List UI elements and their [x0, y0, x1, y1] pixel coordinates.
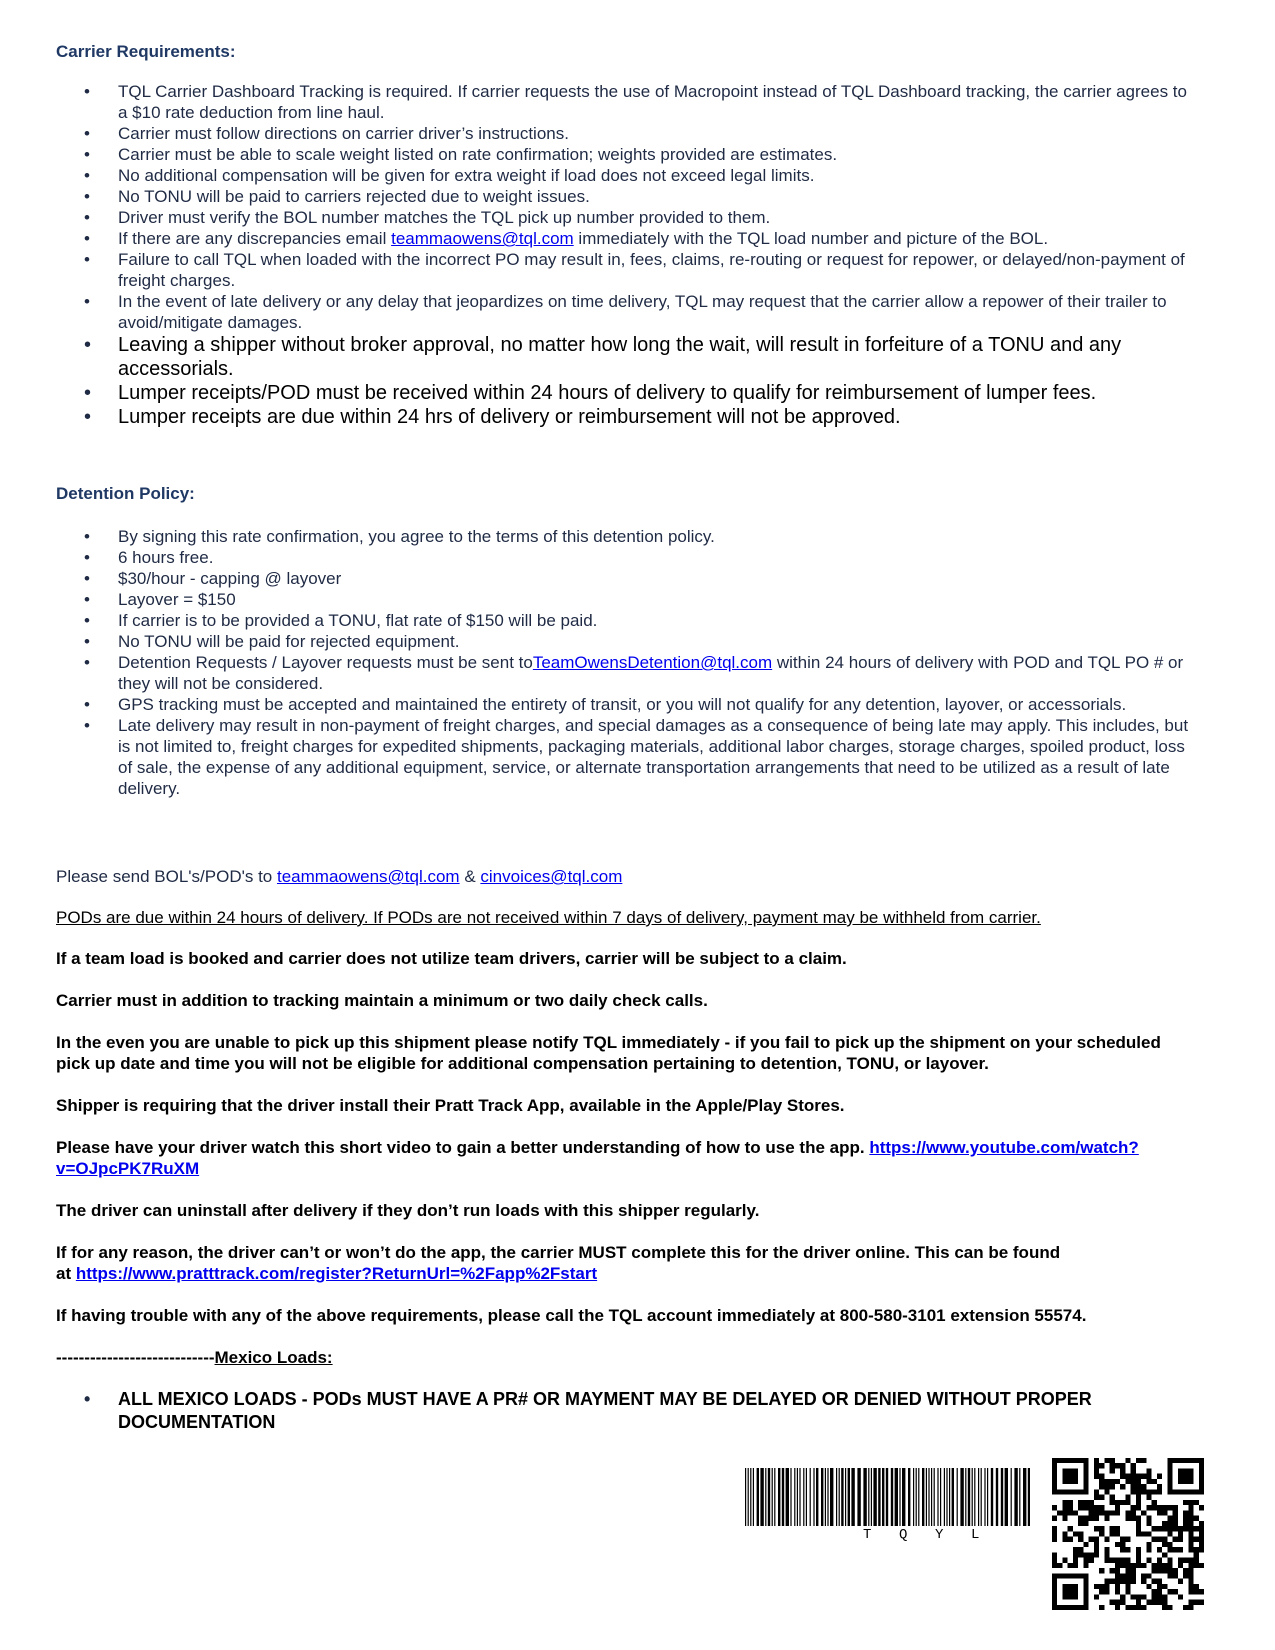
- detention-email-link[interactable]: TeamOwensDetention@tql.com: [532, 653, 773, 672]
- list-item: • Lumper receipts/POD must be received within 24 hours of delivery to qualify for reimbursement of lumper fees.: [56, 381, 1196, 405]
- list-item: • Late delivery may result in non-payment of freight charges, and special damages as a consequence of being late may apply. This includes, but is not limited to, freight charges for expedited shipments, packaging materials, additional labor charges, storage charges, spoiled product, loss of sale, the expense of any additional equipment, service, or alternate transportation arrangements that need to be utilized as a result of late delivery.: [56, 715, 1196, 799]
- list-item: • In the event of late delivery or any delay that jeopardizes on time delivery, TQL may request that the carrier allow a repower of their trailer to avoid/mitigate damages.: [56, 291, 1196, 333]
- list-item: • Carrier must follow directions on carrier driver’s instructions.: [56, 123, 1196, 144]
- unable-pickup-notice: In the even you are unable to pick up this shipment please notify TQL immediately - if you fail to pick up the shipment on your scheduled pick up date and time you will not be eligible for additional compensation pertaining to detention, TONU, or layover.: [56, 1033, 1161, 1073]
- list-item: • By signing this rate confirmation, you agree to the terms of this detention policy.: [56, 526, 1196, 547]
- video-link-part1: https://www.youtube.com/watch?: [869, 1138, 1139, 1157]
- video-notice: [56, 1137, 1196, 1179]
- barcode-letter: Y: [935, 1527, 944, 1543]
- barcode-letter: T: [863, 1527, 872, 1543]
- bol-email-link[interactable]: teammaowens@tql.com: [276, 867, 460, 886]
- online-text: If for any reason, the driver can’t or won’t do the app, the carrier MUST complete this for the driver online. This can be found: [56, 1243, 1061, 1262]
- qr-code-image: [1052, 1458, 1204, 1610]
- list-item: [56, 228, 1196, 249]
- list-item: • If carrier is to be provided a TONU, flat rate of $150 will be paid.: [56, 610, 1196, 631]
- list-item: • No TONU will be paid to carriers rejected due to weight issues.: [56, 186, 1196, 207]
- online-at: at: [56, 1264, 76, 1283]
- discrepancy-text-end: immediately with the TQL load number and picture of the BOL.: [573, 229, 1049, 248]
- list-item: • TQL Carrier Dashboard Tracking is required. If carrier requests the use of Macropoint instead of TQL Dashboard tracking, the carrier agrees to a $10 rate deduction from line haul.: [56, 81, 1196, 123]
- list-item: • ALL MEXICO LOADS - PODs MUST HAVE A PR# OR MAYMENT MAY BE DELAYED OR DENIED WITHOUT PROPER DOCUMENTATION: [56, 1388, 1196, 1434]
- list-item: • No TONU will be paid for rejected equipment.: [56, 631, 1196, 652]
- online-notice: [56, 1242, 1196, 1284]
- list-item: • Layover = $150: [56, 589, 1196, 610]
- check-calls-notice: Carrier must in addition to tracking maintain a minimum or two daily check calls.: [56, 991, 708, 1010]
- list-item: • Carrier must be able to scale weight listed on rate confirmation; weights provided are estimates.: [56, 144, 1196, 165]
- mexico-list: [56, 1388, 1196, 1434]
- pods-due-notice: PODs are due within 24 hours of delivery. If PODs are not received within 7 days of delivery, payment may be withheld from carrier.: [56, 908, 1041, 927]
- carrier-requirements-heading: Carrier Requirements:: [56, 42, 236, 61]
- trouble-notice: If having trouble with any of the above requirements, please call the TQL account immediately at 800-580-3101 extension 55574.: [56, 1306, 1087, 1325]
- detention-request-text: Detention Requests / Layover requests must be sent to: [118, 653, 533, 672]
- discrepancy-text: If there are any discrepancies email: [118, 229, 392, 248]
- list-item: • GPS tracking must be accepted and maintained the entirety of transit, or you will not qualify for any detention, layover, or accessorials.: [56, 694, 1196, 715]
- list-item: • Leaving a shipper without broker approval, no matter how long the wait, will result in forfeiture of a TONU and any accessorials.: [56, 333, 1196, 381]
- video-link-part2: v=OJpcPK7RuXM: [56, 1159, 200, 1178]
- detention-policy-heading: Detention Policy:: [56, 484, 195, 503]
- barcode-letter: Q: [899, 1527, 908, 1543]
- invoice-email-link[interactable]: cinvoices@tql.com: [480, 867, 623, 886]
- list-item: [56, 652, 1196, 694]
- barcode-image: [745, 1468, 1030, 1526]
- barcode-letter: L: [971, 1527, 980, 1543]
- send-bols-line: [56, 866, 1196, 887]
- pratt-register-link[interactable]: https://www.pratttrack.com/register?ReturnUrl=%2Fapp%2Fstart: [75, 1264, 598, 1283]
- team-load-notice: If a team load is booked and carrier does not utilize team drivers, carrier will be subject to a claim.: [56, 949, 847, 968]
- ampersand: &: [459, 867, 481, 886]
- pratt-app-notice: Shipper is requiring that the driver install their Pratt Track App, available in the Apple/Play Stores.: [56, 1096, 845, 1115]
- list-item: • No additional compensation will be given for extra weight if load does not exceed legal limits.: [56, 165, 1196, 186]
- mexico-heading: [56, 1347, 1196, 1368]
- detention-policy-list: [56, 526, 1196, 799]
- carrier-requirements-list: [56, 81, 1196, 429]
- list-item: • Driver must verify the BOL number matches the TQL pick up number provided to them.: [56, 207, 1196, 228]
- send-bols-text: Please send BOL's/POD's to: [56, 867, 277, 886]
- list-item: • $30/hour - capping @ layover: [56, 568, 1196, 589]
- list-item: • Lumper receipts are due within 24 hrs of delivery or reimbursement will not be approved.: [56, 405, 1196, 429]
- mexico-dashes: ----------------------------: [56, 1348, 215, 1367]
- discrepancy-email-link[interactable]: teammaowens@tql.com: [391, 229, 574, 248]
- list-item: • 6 hours free.: [56, 547, 1196, 568]
- mexico-label: Mexico Loads:: [214, 1348, 333, 1367]
- list-item: • Failure to call TQL when loaded with the incorrect PO may result in, fees, claims, re-routing or request for repower, or delayed/non-payment of freight charges.: [56, 249, 1196, 291]
- detention-request-text-end: within 24 hours of delivery with POD and TQL PO # or they will not be considered.: [118, 653, 1184, 693]
- uninstall-notice: The driver can uninstall after delivery if they don’t run loads with this shipper regularly.: [56, 1201, 760, 1220]
- video-text: Please have your driver watch this short video to gain a better understanding of how to use the app.: [56, 1138, 870, 1157]
